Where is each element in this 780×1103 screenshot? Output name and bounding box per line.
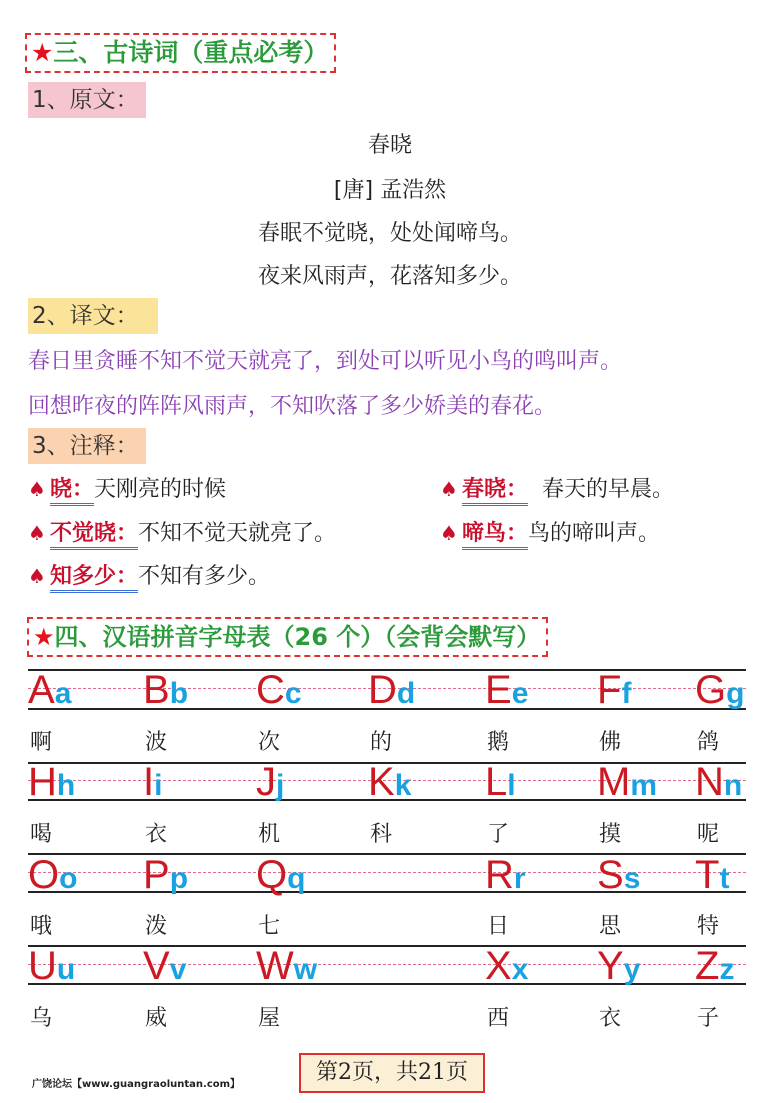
site-footer: 广饶论坛【www.guangraoluntan.com】 — [32, 1079, 241, 1090]
spade-icon: ♠ — [440, 521, 458, 545]
uppercase-letter: F — [597, 668, 622, 712]
translation-line-2: 回想昨夜的阵阵风雨声，不知吹落了多少娇美的春花。 — [28, 394, 557, 419]
uppercase-letter: A — [28, 668, 55, 712]
letter-hanzi: 屋 — [258, 1006, 281, 1031]
letter-q — [256, 855, 305, 895]
uppercase-letter: P — [143, 853, 170, 897]
note-term: 知多少： — [50, 564, 138, 593]
letter-hanzi: 鸽 — [697, 730, 720, 755]
letter-hanzi: 鹅 — [487, 730, 510, 755]
lowercase-letter: g — [726, 677, 745, 710]
spade-icon: ♠ — [28, 521, 46, 545]
letter-hanzi: 衣 — [145, 822, 168, 847]
lowercase-letter: r — [513, 862, 526, 895]
spade-icon: ♠ — [28, 564, 46, 588]
letter-g — [695, 670, 744, 710]
lowercase-letter: u — [56, 953, 76, 986]
note-def: 鸟的啼叫声。 — [527, 521, 660, 546]
letter-hanzi: 思 — [599, 914, 622, 939]
letter-hanzi: 次 — [258, 730, 281, 755]
note-item — [28, 474, 226, 505]
translation-line-1: 春日里贪睡不知不觉天就亮了，到处可以听见小鸟的鸣叫声。 — [28, 349, 623, 374]
lowercase-letter: f — [621, 677, 632, 710]
lowercase-letter: b — [169, 677, 189, 710]
uppercase-letter: C — [256, 668, 285, 712]
letter-p — [143, 855, 188, 895]
star-icon: ★ — [33, 623, 55, 651]
lowercase-letter: t — [719, 862, 730, 895]
letter-m — [597, 762, 657, 802]
letter-w — [256, 946, 317, 986]
lowercase-letter: k — [394, 769, 412, 802]
letter-hanzi: 的 — [370, 730, 393, 755]
letter-z — [695, 946, 734, 986]
lowercase-letter: x — [511, 953, 529, 986]
note-item — [440, 474, 674, 505]
section4-title-text: 四、汉语拼音字母表（26 个）（会背会默写） — [54, 623, 541, 651]
letter-n — [695, 762, 742, 802]
uppercase-letter: K — [368, 760, 395, 804]
uppercase-letter: Q — [256, 853, 288, 897]
note-term: 晓： — [50, 477, 94, 506]
section4-title — [27, 617, 548, 657]
letter-hanzi: 子 — [697, 1006, 720, 1031]
uppercase-letter: D — [368, 668, 397, 712]
original-label: 1、原文： — [28, 82, 146, 118]
poem-line-2: 夜来风雨声，花落知多少。 — [257, 264, 522, 289]
lowercase-letter: o — [59, 862, 78, 895]
uppercase-letter: I — [143, 760, 155, 804]
translation-label: 2、译文： — [28, 298, 158, 334]
letter-hanzi: 啊 — [30, 730, 53, 755]
note-item — [28, 561, 270, 592]
uppercase-letter: H — [28, 760, 57, 804]
uppercase-letter: B — [143, 668, 170, 712]
uppercase-letter: Z — [695, 944, 720, 988]
uppercase-letter: J — [256, 760, 276, 804]
lowercase-letter: s — [623, 862, 641, 895]
lowercase-letter: d — [396, 677, 416, 710]
letter-c — [256, 670, 302, 710]
lowercase-letter: p — [169, 862, 189, 895]
note-def: 不知不觉天就亮了。 — [137, 521, 336, 546]
note-item — [28, 518, 336, 549]
letter-hanzi: 七 — [258, 914, 281, 939]
letter-s — [597, 855, 640, 895]
letter-hanzi: 波 — [145, 730, 168, 755]
letter-hanzi: 哦 — [30, 914, 53, 939]
uppercase-letter: L — [485, 760, 508, 804]
lowercase-letter: q — [287, 862, 306, 895]
note-def: 天刚亮的时候 — [93, 477, 226, 502]
uppercase-letter: M — [597, 760, 631, 804]
lowercase-letter: c — [284, 677, 302, 710]
letter-l — [485, 762, 516, 802]
letter-v — [143, 946, 186, 986]
letter-hanzi: 了 — [487, 822, 510, 847]
letter-hanzi: 科 — [370, 822, 393, 847]
section3-title-text: 三、古诗词（重点必考） — [53, 38, 329, 67]
lowercase-letter: l — [507, 769, 516, 802]
star-icon: ★ — [31, 38, 54, 67]
note-term: 不觉晓： — [50, 521, 138, 550]
letter-j — [256, 762, 284, 802]
letter-a — [28, 670, 71, 710]
poem-line-1: 春眠不觉晓，处处闻啼鸟。 — [257, 221, 522, 246]
lowercase-letter: w — [293, 953, 318, 986]
letter-hanzi: 衣 — [599, 1006, 622, 1031]
letter-y — [597, 946, 640, 986]
uppercase-letter: R — [485, 853, 514, 897]
letter-hanzi: 特 — [697, 914, 720, 939]
uppercase-letter: S — [597, 853, 624, 897]
letter-x — [485, 946, 528, 986]
lowercase-letter: h — [56, 769, 76, 802]
letter-e — [485, 670, 528, 710]
lowercase-letter: e — [511, 677, 529, 710]
poem-author: [唐] 孟浩然 — [333, 178, 447, 203]
letter-hanzi: 呢 — [697, 822, 720, 847]
lowercase-letter: j — [276, 769, 285, 802]
page-number: 第2页，共21页 — [299, 1053, 485, 1093]
letter-i — [143, 762, 162, 802]
letter-hanzi: 机 — [258, 822, 281, 847]
section3-title — [25, 33, 336, 73]
letter-o — [28, 855, 77, 895]
lowercase-letter: a — [54, 677, 72, 710]
letter-u — [28, 946, 75, 986]
spade-icon: ♠ — [440, 477, 458, 501]
letter-hanzi: 摸 — [599, 822, 622, 847]
letter-hanzi: 西 — [487, 1006, 510, 1031]
lowercase-letter: z — [719, 953, 735, 986]
letter-h — [28, 762, 75, 802]
uppercase-letter: T — [695, 853, 720, 897]
poem-title: 春晓 — [367, 133, 412, 158]
uppercase-letter: V — [143, 944, 170, 988]
uppercase-letter: W — [256, 944, 294, 988]
lowercase-letter: n — [723, 769, 743, 802]
lowercase-letter: i — [154, 769, 163, 802]
letter-hanzi: 佛 — [599, 730, 622, 755]
letter-hanzi: 喝 — [30, 822, 53, 847]
uppercase-letter: X — [485, 944, 512, 988]
letter-hanzi: 乌 — [30, 1006, 53, 1031]
letter-hanzi: 威 — [145, 1006, 168, 1031]
lowercase-letter: y — [623, 953, 641, 986]
letter-r — [485, 855, 526, 895]
lowercase-letter: m — [630, 769, 658, 802]
note-item — [440, 518, 660, 549]
uppercase-letter: N — [695, 760, 724, 804]
spade-icon: ♠ — [28, 477, 46, 501]
notes-label: 3、注释： — [28, 428, 146, 464]
letter-f — [597, 670, 631, 710]
letter-b — [143, 670, 188, 710]
letter-hanzi: 泼 — [145, 914, 168, 939]
note-def: 春天的早晨。 — [541, 477, 674, 502]
lowercase-letter: v — [169, 953, 187, 986]
letter-t — [695, 855, 729, 895]
letter-d — [368, 670, 415, 710]
uppercase-letter: E — [485, 668, 512, 712]
uppercase-letter: G — [695, 668, 727, 712]
note-term: 春晓： — [462, 477, 528, 506]
note-term: 啼鸟： — [462, 521, 528, 550]
uppercase-letter: Y — [597, 944, 624, 988]
uppercase-letter: O — [28, 853, 60, 897]
note-def: 不知有多少。 — [137, 564, 270, 589]
uppercase-letter: U — [28, 944, 57, 988]
letter-k — [368, 762, 411, 802]
letter-hanzi: 日 — [487, 914, 510, 939]
